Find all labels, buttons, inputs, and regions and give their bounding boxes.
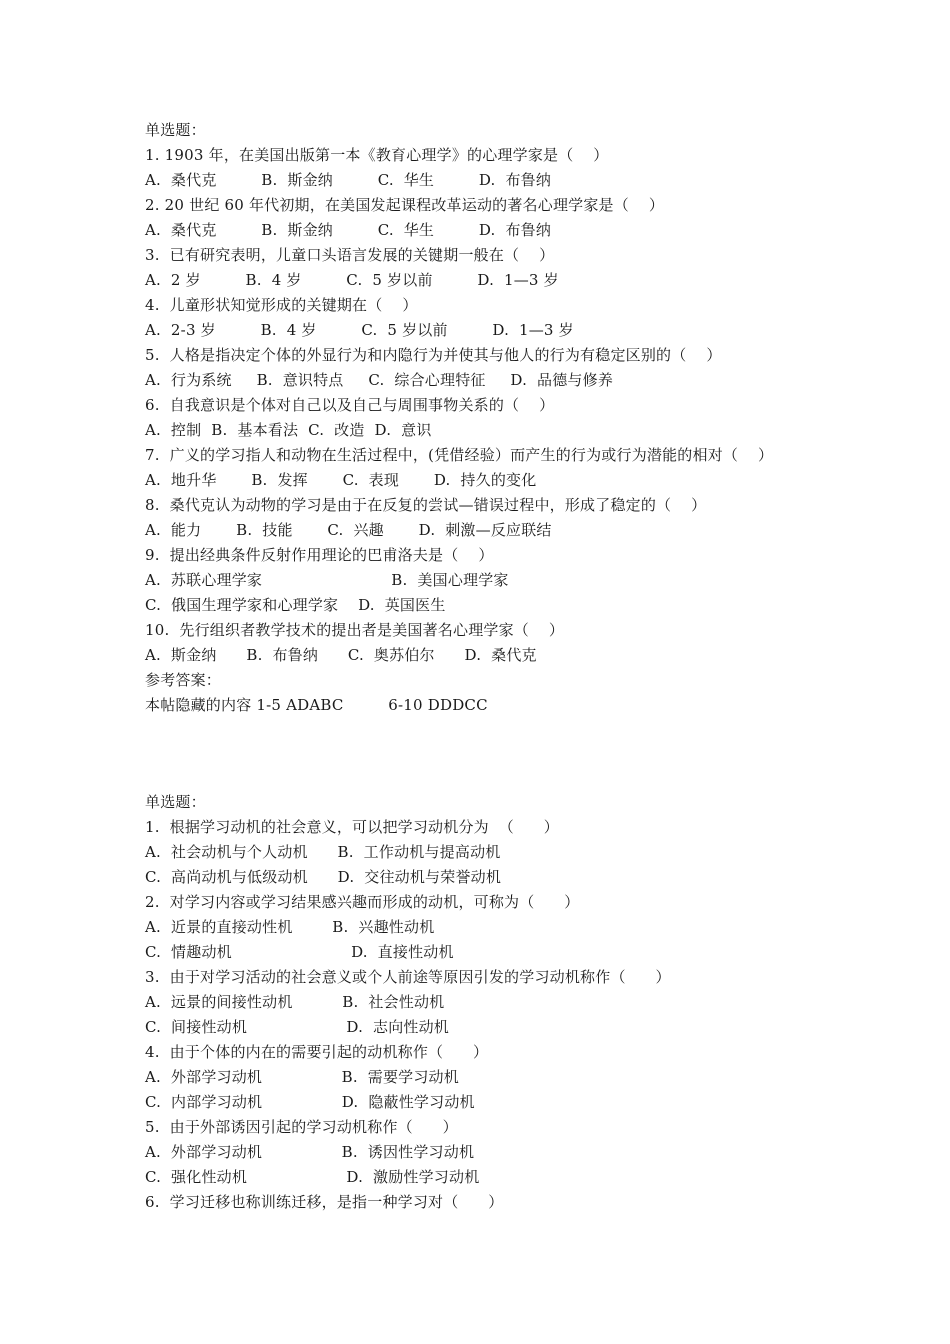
- question-10: 10. 先行组织者教学技术的提出者是美国著名心理学家（ ）: [145, 621, 565, 639]
- question-8: 8. 桑代克认为动物的学习是由于在反复的尝试—错误过程中，形成了稳定的（ ）: [145, 496, 707, 514]
- options-2-row-1: A. 近景的直接动性机 B. 兴趣性动机: [145, 918, 435, 936]
- answer-heading: 参考答案：: [145, 671, 222, 689]
- question-3: 3. 由于对学习活动的社会意义或个人前途等原因引发的学习动机称作（ ）: [145, 968, 671, 986]
- options-2-row-2: C. 情趣动机 D. 直接性动机: [145, 943, 454, 961]
- options-1-row-1: A. 社会动机与个人动机 B. 工作动机与提高动机: [145, 843, 501, 861]
- question-7: 7. 广义的学习指人和动物在生活过程中，(凭借经验）而产生的行为或行为潜能的相对（ ）: [145, 446, 774, 464]
- options-3: A. 2 岁 B. 4 岁 C. 5 岁以前 D. 1—3 岁: [145, 271, 559, 289]
- options-4: A. 2-3 岁 B. 4 岁 C. 5 岁以前 D. 1—3 岁: [145, 321, 574, 339]
- options-8: A. 能力 B. 技能 C. 兴趣 D. 刺激—反应联结: [145, 521, 552, 539]
- question-6: 6. 自我意识是个体对自己以及自己与周围事物关系的（ ）: [145, 396, 555, 414]
- options-5-row-2: C. 强化性动机 D. 激励性学习动机: [145, 1168, 480, 1186]
- options-9-row-2: C. 俄国生理学家和心理学家 D. 英国医生: [145, 596, 446, 614]
- options-1: A. 桑代克 B. 斯金纳 C. 华生 D. 布鲁纳: [145, 171, 552, 189]
- section-heading: 单选题：: [145, 793, 206, 811]
- question-9: 9. 提出经典条件反射作用理论的巴甫洛夫是（ ）: [145, 546, 494, 564]
- question-6: 6. 学习迁移也称训练迁移，是指一种学习对（ ）: [145, 1193, 504, 1211]
- question-1: 1. 1903 年，在美国出版第一本《教育心理学》的心理学家是（ ）: [145, 146, 609, 164]
- question-5: 5. 由于外部诱因引起的学习动机称作（ ）: [145, 1118, 458, 1136]
- options-9-row-1: A. 苏联心理学家 B. 美国心理学家: [145, 571, 509, 589]
- options-7: A. 地升华 B. 发挥 C. 表现 D. 持久的变化: [145, 471, 537, 489]
- options-6: A. 控制 B. 基本看法 C. 改造 D. 意识: [145, 421, 432, 439]
- question-3: 3. 已有研究表明，儿童口头语言发展的关键期一般在（ ）: [145, 246, 555, 264]
- question-2: 2. 20 世纪 60 年代初期，在美国发起课程改革运动的著名心理学家是（ ）: [145, 196, 665, 214]
- section-heading: 单选题：: [145, 121, 206, 139]
- options-5: A. 行为系统 B. 意识特点 C. 综合心理特征 D. 品德与修养: [145, 371, 614, 389]
- question-2: 2. 对学习内容或学习结果感兴趣而形成的动机，可称为（ ）: [145, 893, 580, 911]
- options-4-row-2: C. 内部学习动机 D. 隐蔽性学习动机: [145, 1093, 475, 1111]
- question-4: 4. 儿童形状知觉形成的关键期在（ ）: [145, 296, 418, 314]
- question-5: 5. 人格是指决定个体的外显行为和内隐行为并使其与他人的行为有稳定区别的（ ）: [145, 346, 722, 364]
- answer-key: 本帖隐藏的内容 1-5 ADABC 6-10 DDDCC: [145, 696, 488, 714]
- question-1: 1. 根据学习动机的社会意义，可以把学习动机分为 （ ）: [145, 818, 559, 836]
- options-1-row-2: C. 高尚动机与低级动机 D. 交往动机与荣誉动机: [145, 868, 502, 886]
- question-section-1: [145, 118, 825, 718]
- question-section-2: [145, 790, 825, 1215]
- options-4-row-1: A. 外部学习动机 B. 需要学习动机: [145, 1068, 459, 1086]
- options-10: A. 斯金纳 B. 布鲁纳 C. 奥苏伯尔 D. 桑代克: [145, 646, 537, 664]
- options-2: A. 桑代克 B. 斯金纳 C. 华生 D. 布鲁纳: [145, 221, 552, 239]
- options-3-row-2: C. 间接性动机 D. 志向性动机: [145, 1018, 450, 1036]
- options-5-row-1: A. 外部学习动机 B. 诱因性学习动机: [145, 1143, 475, 1161]
- question-4: 4. 由于个体的内在的需要引起的动机称作（ ）: [145, 1043, 489, 1061]
- options-3-row-1: A. 远景的间接性动机 B. 社会性动机: [145, 993, 445, 1011]
